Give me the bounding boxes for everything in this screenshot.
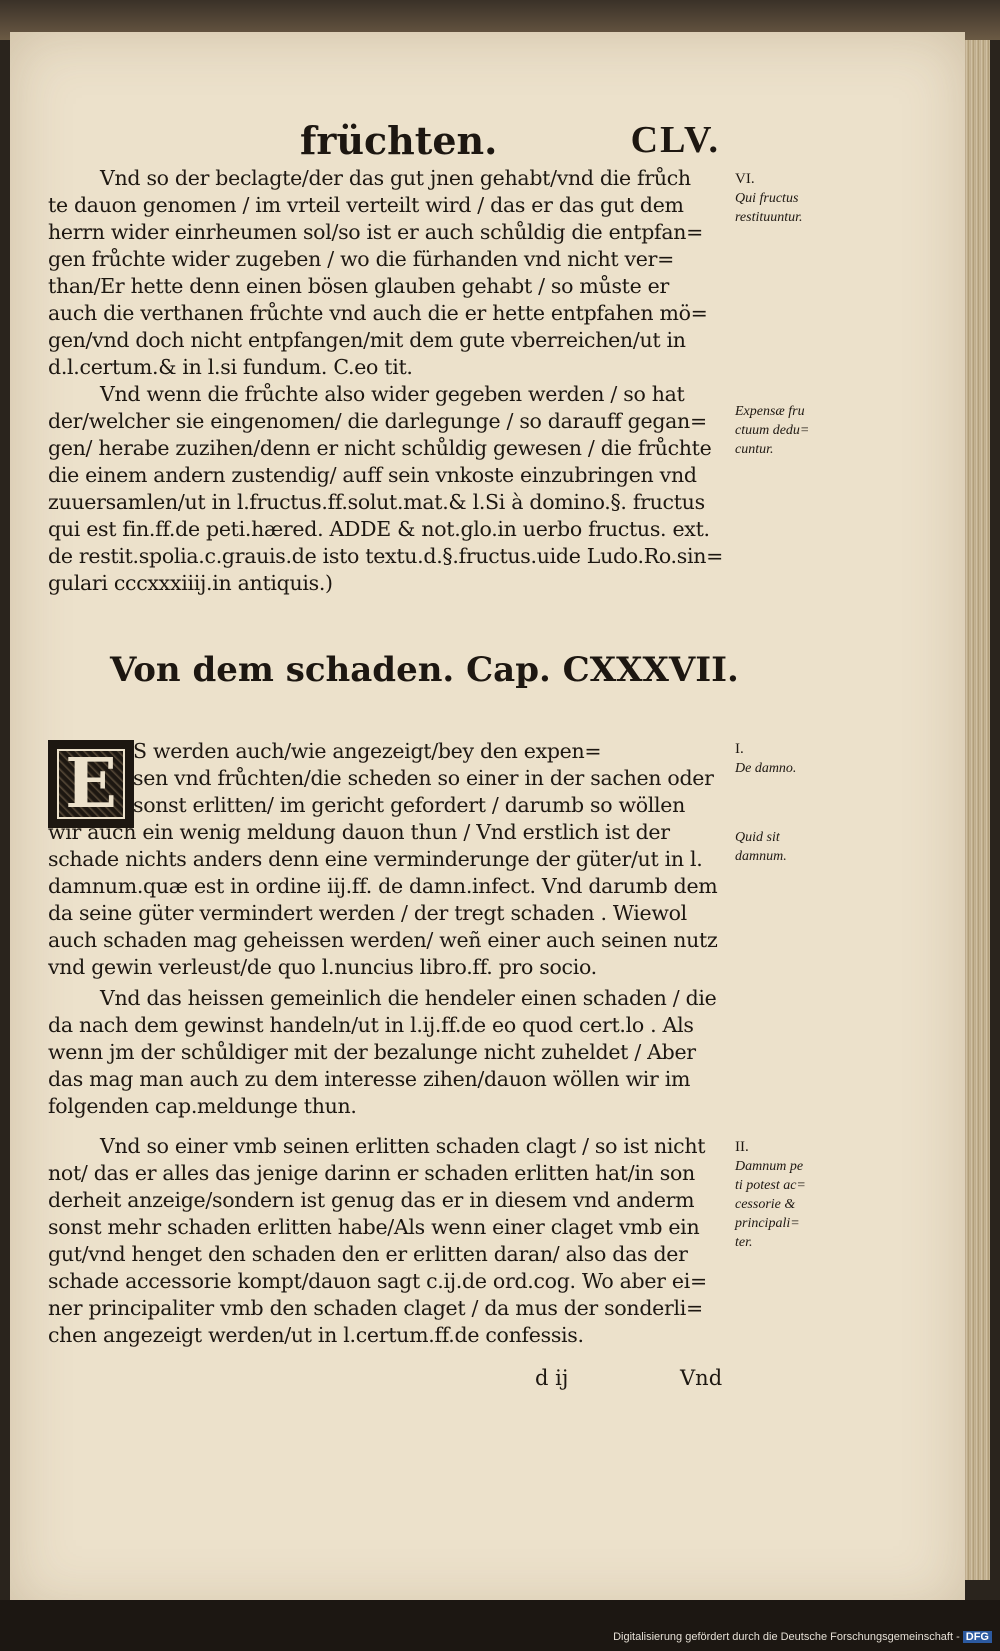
- initial-letter: E: [65, 744, 117, 824]
- margin-text: cuntur.: [735, 442, 774, 457]
- margin-text: ter.: [735, 1235, 753, 1250]
- text-line: folgenden cap.meldunge thun.: [48, 1094, 357, 1118]
- digitization-credit: [613, 1631, 992, 1643]
- paragraph-claims: [48, 1133, 726, 1349]
- marginal-note-de-damno: [735, 740, 830, 778]
- chapter-heading: Von dem schaden. Cap. CXXXVII.: [110, 650, 739, 690]
- text-line: da nach dem gewinst handeln/ut in l.ij.ff.de eo quod cert.lo . Als: [48, 1013, 694, 1037]
- margin-text: cessorie &: [735, 1197, 796, 1212]
- text-line: schade nichts anders denn eine verminderunge der güter/ut in l.: [48, 847, 703, 871]
- marginal-note-damnum: [735, 1138, 830, 1252]
- text-line: herrn wider einrheumen sol/so ist er auch schůldig die entpfan=: [48, 220, 704, 244]
- text-line: auch die verthanen frůchte vnd auch die er hette entpfahen mö=: [48, 301, 708, 325]
- text-line: gut/vnd henget den schaden den er erlitten daran/ also das der: [48, 1242, 688, 1266]
- text-line: d.l.certum.& in l.si fundum. C.eo tit.: [48, 355, 413, 379]
- text-line: chen angezeigt werden/ut in l.certum.ff.de confessis.: [48, 1323, 584, 1347]
- margin-number: II.: [735, 1139, 749, 1155]
- text-line: vnd gewin verleust/de quo l.nuncius libro.ff. pro socio.: [48, 955, 597, 979]
- signature-mark: d ij: [535, 1366, 569, 1390]
- scan-background: [0, 1600, 1000, 1651]
- running-header-title: früchten.: [300, 118, 498, 163]
- margin-number: VI.: [735, 171, 755, 187]
- text-line: Vnd das heissen gemeinlich die hendeler einen schaden / die: [100, 986, 717, 1010]
- text-line: sonst mehr schaden erlitten habe/Als wenn einer claget vmb ein: [48, 1215, 700, 1239]
- margin-text: Expensæ fru: [735, 404, 805, 419]
- dfg-logo: DFG: [963, 1631, 992, 1643]
- text-line: te dauon genomen / im vrteil verteilt wird / das er das gut dem: [48, 193, 684, 217]
- text-line: Vnd wenn die frůchte also wider gegeben werden / so hat: [100, 382, 685, 406]
- margin-text: Quid sit: [735, 830, 780, 845]
- text-line: qui est fin.ff.de peti.hæred. ADDE & not.glo.in uerbo fructus. ext.: [48, 517, 710, 541]
- text-line: Vnd so einer vmb seinen erlitten schaden clagt / so ist nicht: [100, 1134, 706, 1158]
- margin-number: I.: [735, 741, 744, 757]
- text-line: ner principaliter vmb den schaden claget / da mus der sonderli=: [48, 1296, 703, 1320]
- marginal-note-expensae: [735, 402, 830, 459]
- text-line: Vnd so der beclagte/der das gut jnen gehabt/vnd die frůch: [100, 166, 691, 190]
- text-line: gen/ herabe zuzihen/denn er nicht schůldig gewesen / die frůchte: [48, 436, 712, 460]
- margin-text: principali=: [735, 1216, 800, 1231]
- margin-text: Damnum pe: [735, 1159, 804, 1174]
- credit-text: Digitalisierung gefördert durch die Deutsche Forschungsgemeinschaft -: [613, 1631, 960, 1643]
- text-line: S werden auch/wie angezeigt/bey den expen=: [133, 739, 602, 763]
- text-line: zuuersamlen/ut in l.fructus.ff.solut.mat.& l.Si à domino.§. fructus: [48, 490, 705, 514]
- margin-text: De damno.: [735, 761, 797, 776]
- text-line: wenn jm der schůldiger mit der bezalunge nicht zuheldet / Aber: [48, 1040, 696, 1064]
- text-line: das mag man auch zu dem interesse zihen/dauon wöllen wir im: [48, 1067, 691, 1091]
- text-line: not/ das er alles das jenige darinn er schaden erlitten hat/in son: [48, 1161, 695, 1185]
- paragraph-merchants: [48, 985, 726, 1120]
- text-line: auch schaden mag geheissen werden/ weñ einer auch seinen nutz: [48, 928, 718, 952]
- text-line: damnum.quæ est in ordine iij.ff. de damn.infect. Vnd darumb dem: [48, 874, 718, 898]
- text-line: schade accessorie kompt/dauon sagt c.ij.de ord.cog. Wo aber ei=: [48, 1269, 707, 1293]
- margin-text: restituuntur.: [735, 210, 803, 225]
- catchword: Vnd: [680, 1366, 723, 1390]
- margin-text: Qui fructus: [735, 191, 799, 206]
- text-line: derheit anzeige/sondern ist genug das er in diesem vnd anderm: [48, 1188, 695, 1212]
- text-line: gulari cccxxxiiij.in antiquis.): [48, 571, 333, 595]
- marginal-note-fructus: [735, 170, 830, 227]
- text-line: gen frůchte wider zugeben / wo die fürhanden vnd nicht ver=: [48, 247, 674, 271]
- paragraph-restitution-fruits: [48, 165, 726, 381]
- folio-number: CLV.: [630, 119, 720, 161]
- marginal-note-quid-sit: [735, 828, 830, 866]
- text-line: than/Er hette denn einen bösen glauben gehabt / so můste er: [48, 274, 669, 298]
- margin-text: ctuum dedu=: [735, 423, 810, 438]
- text-line: da seine güter vermindert werden / der tregt schaden . Wiewol: [48, 901, 687, 925]
- text-line: gen/vnd doch nicht entpfangen/mit dem gute vberreichen/ut in: [48, 328, 686, 352]
- text-line: sen vnd frůchten/die scheden so einer in der sachen oder: [133, 766, 714, 790]
- paragraph-damage-definition: [48, 738, 726, 981]
- text-line: die einem andern zustendig/ auff sein vnkoste einzubringen vnd: [48, 463, 697, 487]
- margin-text: damnum.: [735, 849, 787, 864]
- text-line: sonst erlitten/ im gericht gefordert / darumb so wöllen: [133, 793, 686, 817]
- text-line: der/welcher sie eingenomen/ die darlegunge / so darauff gegan=: [48, 409, 707, 433]
- paragraph-expenses: [48, 381, 726, 597]
- margin-text: ti potest ac=: [735, 1178, 806, 1193]
- text-line: wir auch ein wenig meldung dauon thun / Vnd erstlich ist der: [48, 820, 670, 844]
- text-line: de restit.spolia.c.grauis.de isto textu.d.§.fructus.uide Ludo.Ro.sin=: [48, 544, 723, 568]
